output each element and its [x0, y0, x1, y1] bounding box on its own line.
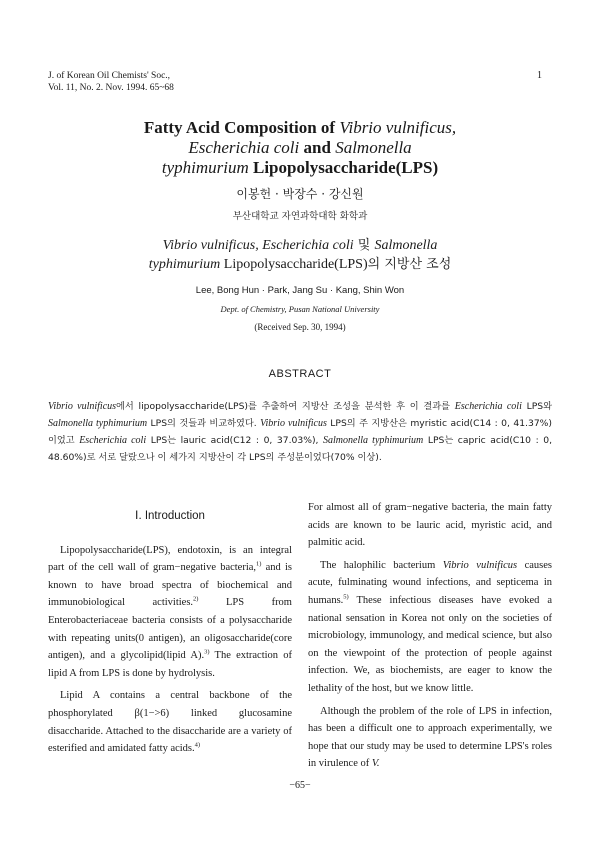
abstract-text: LPS는 capric acid(C10 : 0, 48.60%)로 서로 달랐으나 이 세가지 지방산이 각 LPS의 주성분이었다(70% 이상). — [48, 435, 553, 463]
body-text: causes acute, fulminating wound infections, and septicema in humans. — [308, 559, 553, 606]
paragraph — [48, 542, 292, 683]
species-name: V. — [371, 758, 380, 770]
journal-citation — [48, 70, 174, 94]
abstract-text: 에서 lipopolysaccharide(LPS)를 추출하여 지방산 조성을 분석한 후 이 결과를 — [116, 401, 455, 412]
body-text: The halophilic bacterium — [320, 559, 443, 571]
title-species: Salmonella — [374, 238, 438, 253]
title-species: typhimurium — [148, 257, 221, 272]
abstract-text: LPS의 것들과 비교하였다. — [147, 418, 261, 429]
body-text: The extraction of lipid A from LPS is done by hydrolysis. — [48, 650, 292, 679]
reference-marker: 2) — [193, 595, 199, 603]
title-species: Vibrio vulnificus, Escherichia coli — [162, 238, 354, 253]
reference-marker: 1) — [256, 560, 262, 568]
abstract-heading: ABSTRACT — [268, 368, 332, 380]
korean-authors: 이봉헌 · 박장수 · 강신원 — [236, 187, 364, 201]
body-text: LPS from Enterobacteriaceae bacteria consists of a polysaccharide with repeating units(0 antigen), an oligosaccharide(core antigen), and a glycolipid(lipid A). — [48, 597, 292, 662]
page-footer: −65− — [289, 780, 311, 791]
department: Dept. of Chemistry, Pusan National University — [220, 304, 380, 314]
body-text: Lipopolysaccharide(LPS), endotoxin, is an integral part of the cell wall of gram−negative bacteria, — [48, 544, 292, 574]
species-name: Vibrio vulnificus — [48, 401, 117, 412]
section-heading-introduction: Ⅰ. Introduction — [135, 510, 205, 522]
title-text: Fatty Acid Composition of — [143, 118, 340, 137]
abstract-text: LPS의 주 지방산은 myristic acid(C14 : 0, 41.37%)이었고 — [48, 418, 552, 446]
body-text: These infectious diseases have evoked a national sensation in Korea not only on the societies of microbiology, immunology, and medical science, but also on the viewpoint of the protection of people against infection. We, as biochemists, are eager to know the lethality of the host, but we know little. — [308, 594, 552, 694]
english-title — [60, 118, 540, 178]
species-name: Vibrio vulnificus — [260, 418, 327, 429]
title-species: Vibrio vulnificus, — [339, 118, 457, 137]
paragraph — [308, 703, 552, 773]
body-text: and is known to have broad spectra of biochemical and immunobiological activities. — [48, 562, 292, 609]
title-species: Salmonella — [335, 138, 412, 157]
title-text: Lipopolysaccharide(LPS) — [220, 257, 368, 272]
reference-marker: 3) — [204, 648, 210, 656]
paragraph — [308, 557, 552, 698]
title-text: 및 — [353, 238, 375, 253]
abstract-body — [48, 398, 552, 466]
abstract-text: LPS는 lauric acid(C12 : 0, 37.03%), — [146, 435, 324, 446]
title-text: and — [299, 138, 336, 157]
journal-line-1: J. of Korean Oil Chemists' Soc., — [48, 71, 171, 81]
paragraph — [48, 687, 292, 757]
title-species: typhimurium — [161, 158, 249, 177]
abstract-text: LPS와 — [521, 401, 552, 412]
body-text: Although the problem of the role of LPS in infection, has been a difficult one to approach experimentally, we hope that our study may be used to determine LPS's roles in virulence of — [308, 705, 552, 770]
species-name: Escherichia coli — [454, 401, 522, 412]
english-authors: Lee, Bong Hun · Park, Jang Su · Kang, Shin Won — [195, 285, 405, 296]
species-name: Escherichia coli — [79, 435, 147, 446]
journal-line-2: Vol. 11, No. 2. Nov. 1994. 65~68 — [48, 83, 174, 93]
species-name: Salmonella typhimurium — [323, 435, 424, 446]
title-text: Lipopolysaccharide(LPS) — [248, 158, 439, 177]
body-text: Lipid A contains a central backbone of the phosphorylated β(1−>6) linked glucosamine disaccharide. Attached to the disaccharide are a variety of esterified and amidated fatty acids. — [48, 690, 292, 755]
received-date: (Received Sep. 30, 1994) — [254, 322, 346, 332]
species-name: Vibrio vulnificus — [442, 559, 518, 571]
left-column — [48, 508, 292, 763]
title-text: 의 지방산 조성 — [367, 257, 452, 272]
reference-marker: 5) — [343, 593, 349, 601]
korean-title — [40, 236, 560, 274]
title-species: Escherichia coli — [188, 138, 300, 157]
page-number: 1 — [537, 70, 542, 81]
right-column — [308, 499, 552, 778]
korean-affiliation: 부산대학교 자연과학대학 화학과 — [232, 211, 368, 222]
reference-marker: 4) — [194, 741, 201, 749]
paragraph: For almost all of gram−negative bacteria, the main fatty acids are known to be lauric acid, myristic acid, and palmitic acid. — [308, 502, 552, 549]
species-name: Salmonella typhimurium — [48, 418, 148, 429]
